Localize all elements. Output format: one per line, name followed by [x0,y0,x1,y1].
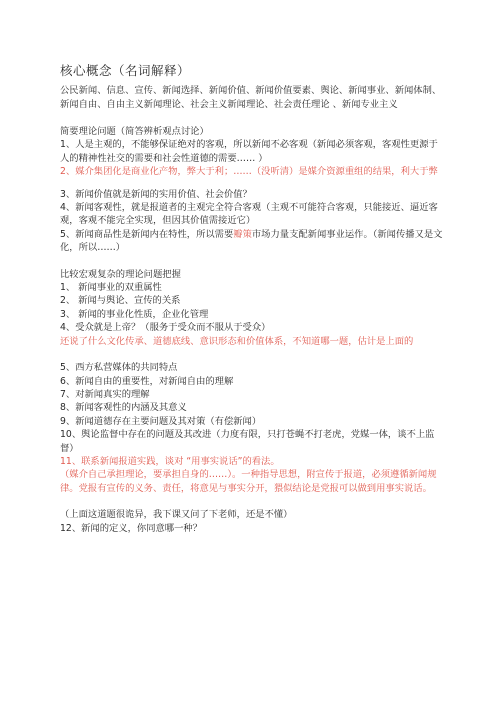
section2-note: 还说了什么文化传承、道德底线、意识形态和价值体系，不知道哪一题，估计是上面的 [60,335,414,347]
section3-item11: 11、联系新闻报道实践，谈对 “用事实说话”的看法。 [60,455,280,467]
section1-item3: 3、新闻价值就是新闻的实用价值、社会价值？ [60,188,252,200]
spacer [60,112,444,125]
section3-item11-note: （媒介自己承担理论，要承担自身的……）。一种指导思想，附宣传于报道，必须遵循新闻规律。党报有宣传的义务、责任，将意见与事实分开，猥似结论是党报可以做到用事实说话。 [60,469,437,494]
section1-item5-highlight: 瓣策 [233,228,252,240]
spacer [60,179,444,188]
section2-item: 4、受众就是上帝？（服务于受众而不服从于受众） [60,322,271,334]
section2-item: 2、 新闻与舆论、宣传的关系 [60,295,181,307]
section3-item: 10、舆论监督中存在的问题及其改进（力度有限，只打苍蝇不打老虎，党媒一体，谈不上监督） [60,429,435,454]
section3-item: 9、新闻道德存在主要问题及其对策（有偿新闻） [60,415,262,427]
section3-item: 7、对新闻真实的理解 [60,388,150,400]
section4-note: （上面这道题很诡异，我下课又问了下老师，还是不懂） [60,509,293,521]
section3-item: 5、西方私营媒体的共同特点 [60,362,178,374]
section1-title: 简要理论问题（简答辨析观点讨论） [60,126,209,137]
section1-item5-part2: 市场力量支配新闻事业运作。（新闻传播又是文化，所以……） [60,228,443,254]
section2-item: 3、 新闻的事业化性质，企业化管理 [60,308,209,320]
section2-item: 1、 新闻事业的双重属性 [60,282,162,294]
spacer [60,348,444,361]
section1-item5 [60,228,444,255]
section3-item: 8、新闻客观性的内涵及其意义 [60,402,187,414]
section2-title: 比较宏观复杂的理论问题把握 [60,268,181,280]
spacer [60,255,444,268]
document-page [60,62,444,535]
section1-item2: 2、媒介集团化是商业化产物，弊大于利；……（没听清）是媒介资源重组的结果，利大于弊 [60,166,438,178]
section1-item5-part1: 5、新闻商品性是新闻内在特性，所以需要 [60,228,234,240]
section4-item12: 12、新闻的定义，你同意哪一种？ [60,522,202,534]
concepts-list: 公民新闻、信息、宣传、新闻选择、新闻价值、新闻价值要素、舆论、新闻事业、新闻体制、新闻自由、自由主义新闻理论、社会主义新闻理论、社会责任理论 、新闻专业主义 [60,85,442,110]
section1-item1: 1、人是主观的，不能够保证绝对的客观，所以新闻不必客观（新闻必须客观，客观性更源于人的精神性社交的需要和社会性道德的需要…… ） [60,139,438,164]
spacer [60,495,444,508]
page-title: 核心概念（名词解释） [60,63,191,78]
section1-item4: 4、新闻客观性，就是报道者的主观完全符合客观（主观不可能符合客观，只能接近、逼近客观，客观不能完全实现，但因其价值需接近它） [60,202,438,227]
section3-item: 6、新闻自由的重要性，对新闻自由的理解 [60,375,234,387]
